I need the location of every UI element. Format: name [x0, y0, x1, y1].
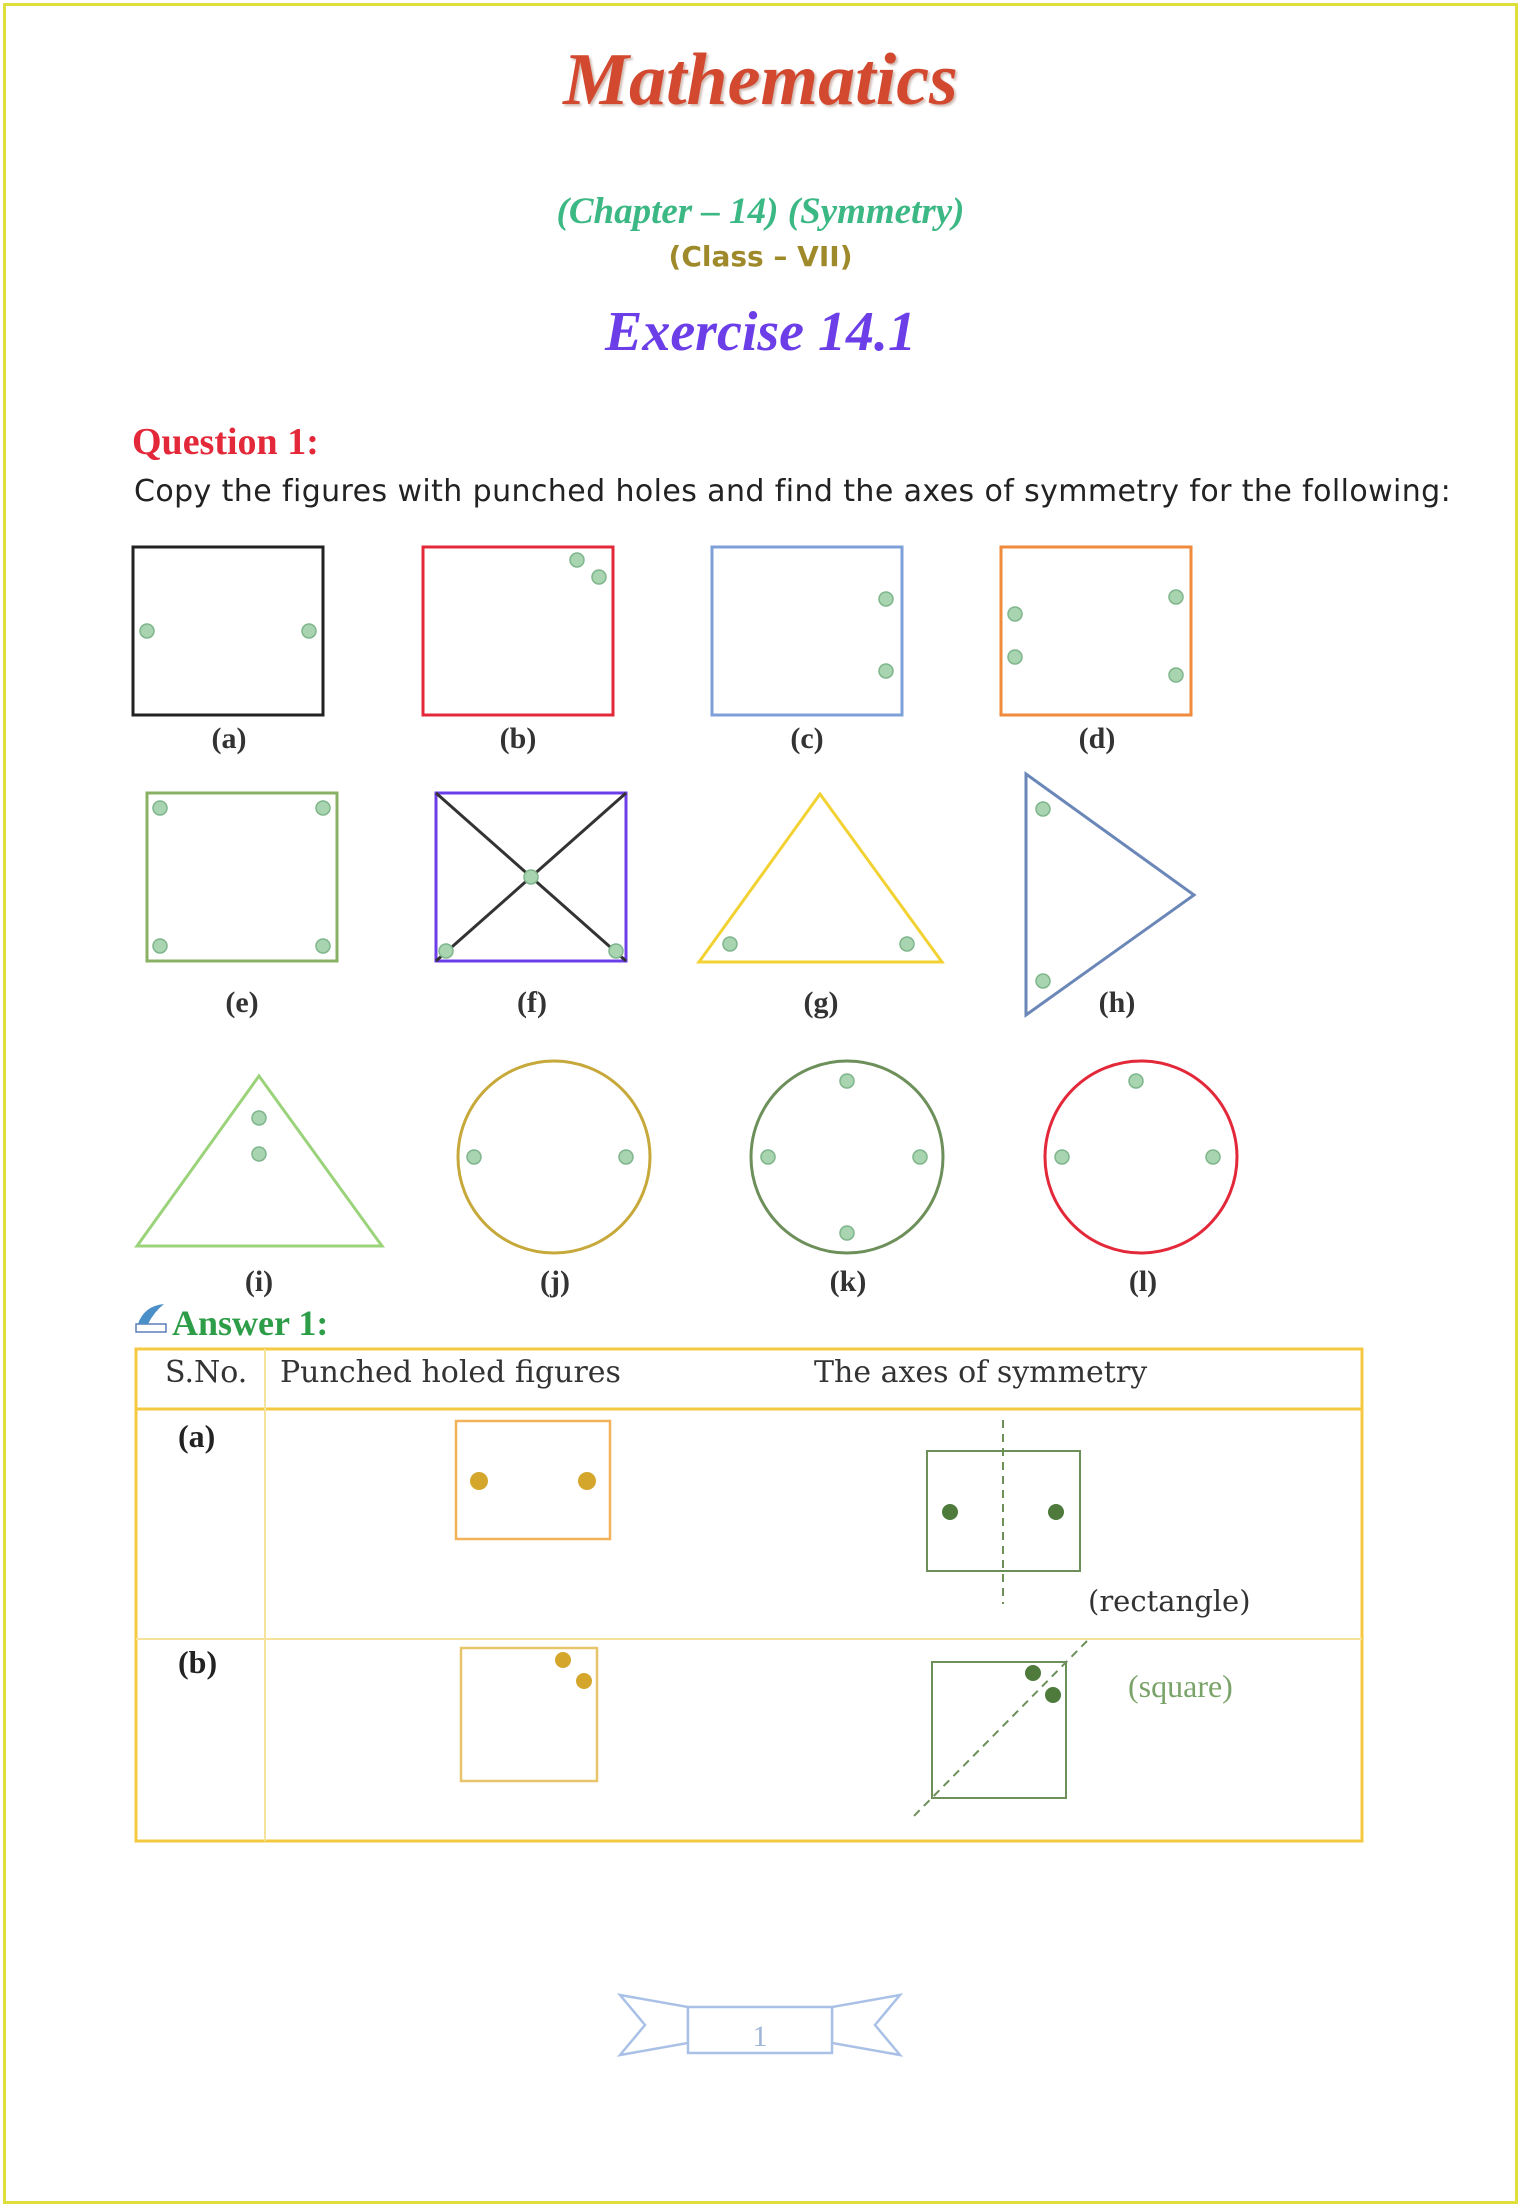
caption-e: (e) — [225, 986, 259, 1019]
row-b-sno: (b) — [178, 1644, 218, 1680]
answer-b-figure — [461, 1648, 597, 1781]
table-header-figures: Punched holed figures — [280, 1355, 621, 1390]
caption-i: (i) — [244, 1265, 274, 1298]
caption-j: (j) — [540, 1265, 570, 1298]
rectangle-label: (rectangle) — [1088, 1584, 1251, 1618]
table-header-sno: S.No. — [165, 1355, 248, 1390]
row-a-sno: (a) — [178, 1418, 216, 1454]
caption-k: (k) — [829, 1265, 867, 1298]
page-number: 1 — [752, 2020, 768, 2053]
answer-b-axes — [910, 1641, 1087, 1820]
caption-a: (a) — [211, 722, 247, 755]
question-text: Copy the figures with punched holes and find the axes of symmetry for the following: — [134, 474, 1452, 509]
caption-c: (c) — [790, 722, 824, 755]
question-label: Question 1: — [132, 421, 319, 463]
table-header-axes: The axes of symmetry — [814, 1355, 1148, 1390]
chapter-heading: (Chapter – 14) (Symmetry) — [556, 191, 965, 232]
caption-d: (d) — [1078, 722, 1116, 755]
exercise-heading: Exercise 14.1 — [604, 301, 917, 363]
answer-a-axes — [927, 1420, 1080, 1604]
caption-f: (f) — [517, 986, 547, 1019]
caption-g: (g) — [803, 986, 839, 1019]
caption-b: (b) — [499, 722, 537, 755]
answer-label: Answer 1: — [172, 1303, 329, 1343]
caption-h: (h) — [1098, 986, 1136, 1019]
class-label: (Class – VII) — [668, 240, 853, 273]
caption-l: (l) — [1128, 1265, 1158, 1298]
square-label: (square) — [1128, 1668, 1233, 1704]
page-title: Mathematics — [563, 39, 958, 121]
answer-a-figure — [456, 1421, 610, 1539]
